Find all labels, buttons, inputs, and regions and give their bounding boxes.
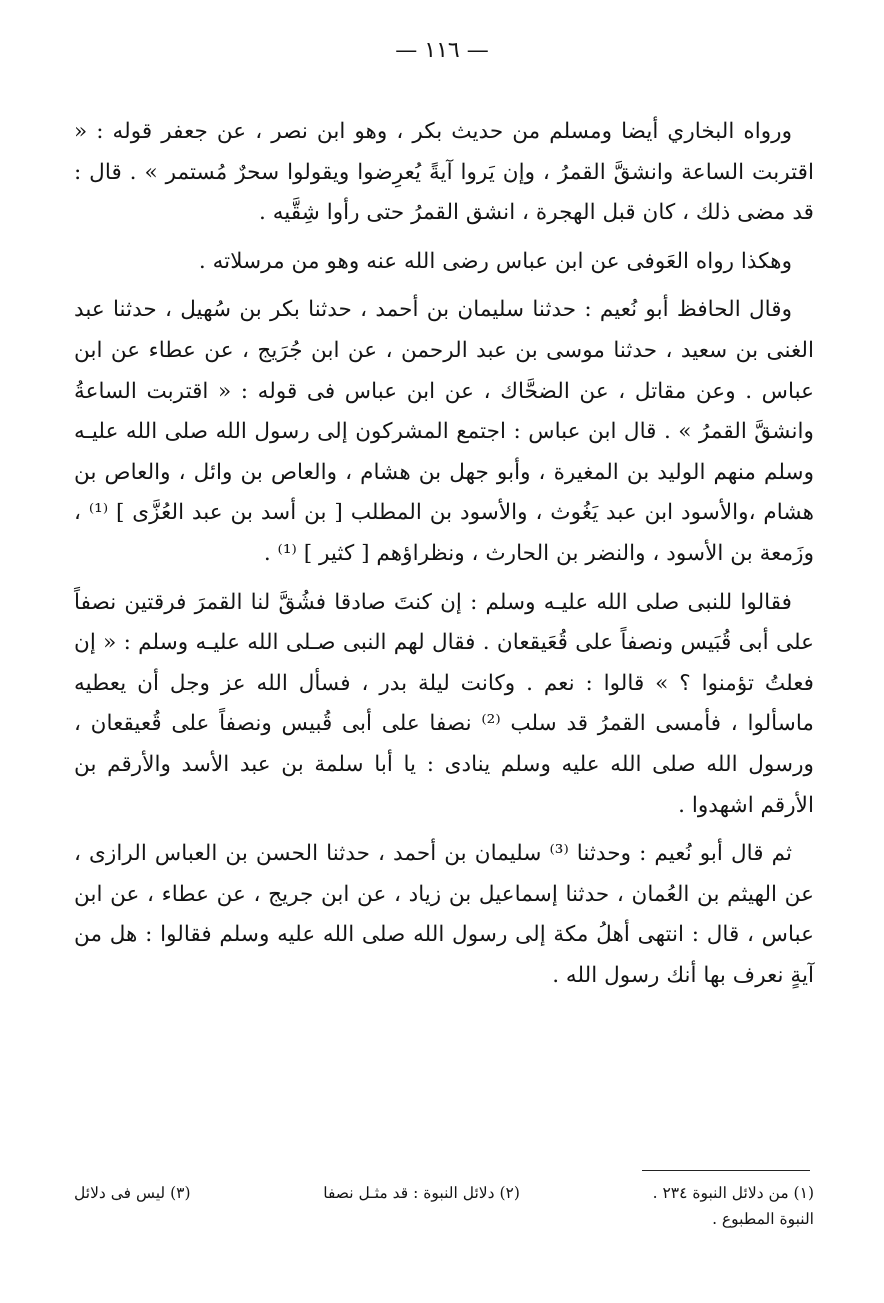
- footnotes: [74, 1180, 814, 1232]
- paragraph-3: وقال الحافظ أبو نُعيم : حدثنا سليمان بن أحمد ، حدثنا بكر بن سُهيل ، حدثنا عبد الغنى بن سعيد ، حدثنا موسى بن عبد الرحمن ، عن ابن جُرَيج ، عن عطاء عن ابن عباس . وعن مقاتل ، عن الضحَّاك ، عن ابن عباس فى قوله : « اقتربت الساعةُ وانشقَّ القمرُ » . قال ابن عباس : اجتمع المشركون إلى رسول الله صلى الله عليـه وسلم منهم الوليد بن المغيرة ، وأبو جهل بن هشام ، والعاص بن وائل ، والعاص بن هشام ،والأسود ابن عبد يَغُوث ، والأسود بن المطلب [ بن أسد بن عبد العُزَّى ] ⁽¹⁾ ، وزَمعة بن الأسود ، والنضر بن الحارث ، ونظراؤهم [ كثير ] ⁽¹⁾ .: [74, 297, 814, 566]
- paragraph-2: وهكذا رواه العَوفى عن ابن عباس رضى الله عنه وهو من مرسلاته .: [198, 248, 792, 274]
- footnote-row: [74, 1180, 814, 1206]
- main-text: [74, 112, 814, 996]
- footnote-divider: [642, 1170, 810, 1171]
- paragraph-1: ورواه البخاري أيضا ومسلم من حديث بكر ، وهو ابن نصر ، عن جعفر قوله : « اقتربت الساعة وانشقَّ القمرُ ، وإن يَروا آيةً يُعرِضوا ويقولوا سحرٌ مُستمر » . قال : قد مضى ذلك ، كان قبل الهجرة ، انشق القمرُ حتى رأوا شِقَّيه .: [74, 119, 814, 226]
- footnote-3-continuation: النبوة المطبوع .: [712, 1210, 814, 1228]
- page-number: — ١١٦ —: [395, 38, 489, 63]
- footnote-1: (١) من دلائل النبوة ٢٣٤ .: [652, 1184, 814, 1202]
- footnote-2: (٢) دلائل النبوة : قد مثـل نصفا: [323, 1184, 520, 1202]
- footnote-3: (٣) ليس فى دلائل: [74, 1184, 191, 1202]
- paragraph-4: فقالوا للنبى صلى الله عليـه وسلم : إن كنتَ صادقا فشُقَّ لنا القمرَ فرقتين نصفاً على أبى قُبَيس ونصفاً على قُعَيقعان . فقال لهم النبى صـلى الله عليـه وسلم : « إن فعلتُ تؤمنوا ؟ » قالوا : نعم . وكانت ليلة بدر ، فسأل الله عز وجل أن يعطيه ماسألوا ، فأمسى القمرُ قد سلب ⁽²⁾ نصفا على أبى قُبيس ونصفاً على قُعيقعان ، ورسول الله صلى الله عليه وسلم ينادى : يا أبا سلمة بن عبد الأسد والأرقم بن الأرقم اشهدوا .: [74, 589, 814, 818]
- paragraph-5: ثم قال أبو نُعيم : وحدثنا ⁽³⁾ سليمان بن أحمد ، حدثنا الحسن بن العباس الرازى ، عن الهيثم بن العُمان ، حدثنا إسماعيل بن زياد ، عن ابن جريج ، عن عطاء ، عن ابن عباس ، قال : انتهى أهلُ مكة إلى رسول الله صلى الله عليه وسلم فقالوا : هل من آيةٍ نعرف بها أنك رسول الله .: [74, 841, 814, 988]
